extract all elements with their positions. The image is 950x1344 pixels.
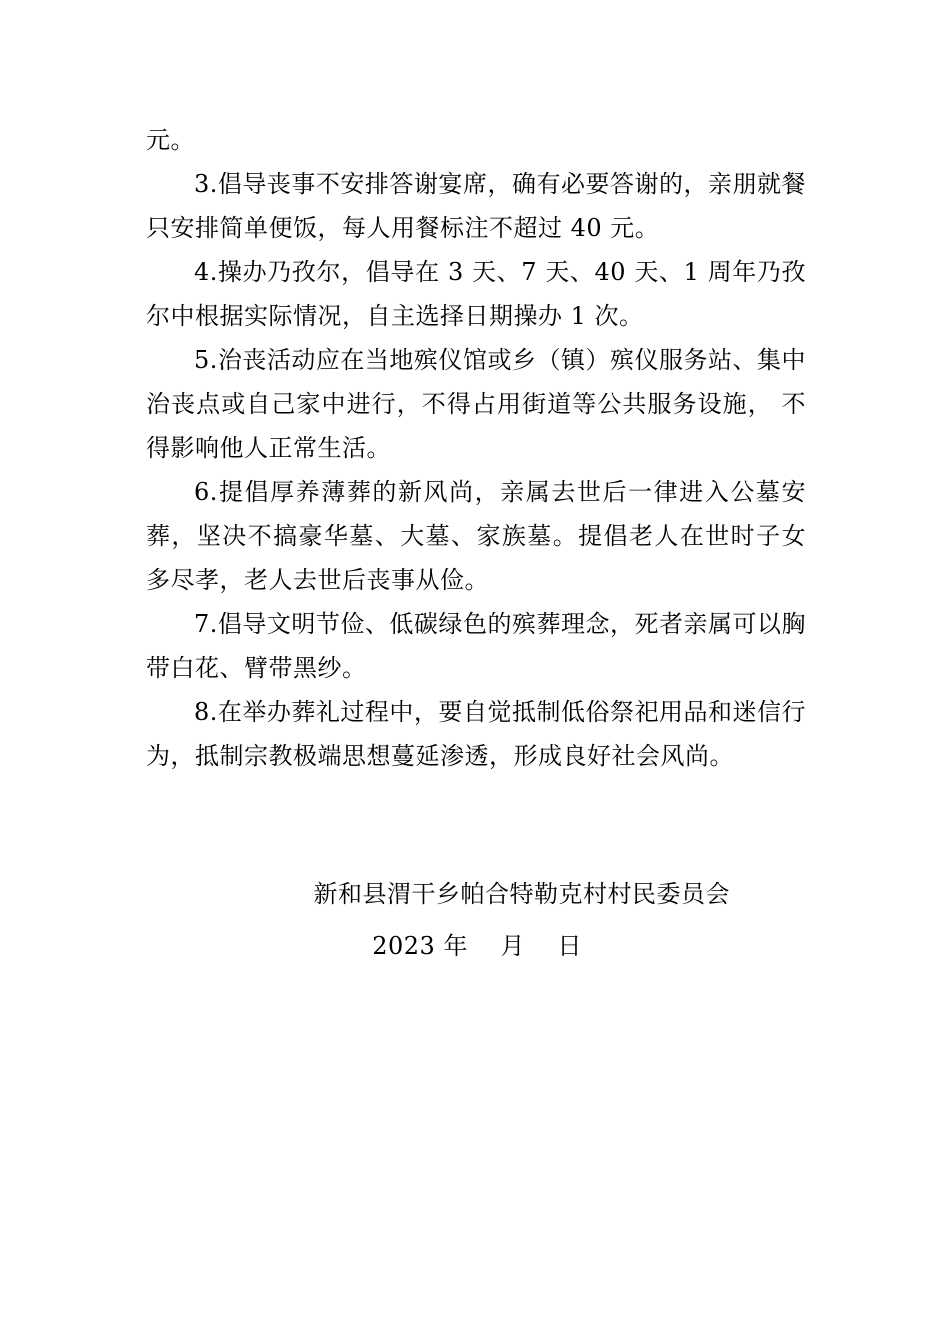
paragraph-item-6: 6.提倡厚养薄葬的新风尚，亲属去世后一律进入公墓安葬，坚决不搞豪华墓、大墓、家族墓。提倡老人在世时子女多尽孝，老人去世后丧事从俭。: [146, 478, 806, 594]
paragraph-item-5: 5.治丧活动应在当地殡仪馆或乡（镇）殡仪服务站、集中治丧点或自己家中进行，不得占用街道等公共服务设施， 不得影响他人正常生活。: [146, 346, 806, 462]
paragraph-item-4: 4.操办乃孜尔，倡导在 3 天、7 天、40 天、1 周年乃孜尔中根据实际情况，自主选择日期操办 1 次。: [146, 258, 806, 330]
signature-organization: 新和县渭干乡帕合特勒克村村民委员会: [313, 880, 730, 908]
document-body: [146, 118, 806, 778]
paragraph-item-3: 3.倡导丧事不安排答谢宴席，确有必要答谢的，亲朋就餐只安排简单便饭，每人用餐标注不超过 40 元。: [146, 170, 806, 242]
paragraph-item-7: 7.倡导文明节俭、低碳绿色的殡葬理念，死者亲属可以胸带白花、臂带黑纱。: [146, 610, 806, 682]
signature-date: 2023 年 月 日: [372, 932, 582, 960]
paragraph-continuation: 元。: [146, 126, 195, 154]
paragraph-item-8: 8.在举办葬礼过程中，要自觉抵制低俗祭祀用品和迷信行为，抵制宗教极端思想蔓延渗透，形成良好社会风尚。: [146, 698, 806, 770]
